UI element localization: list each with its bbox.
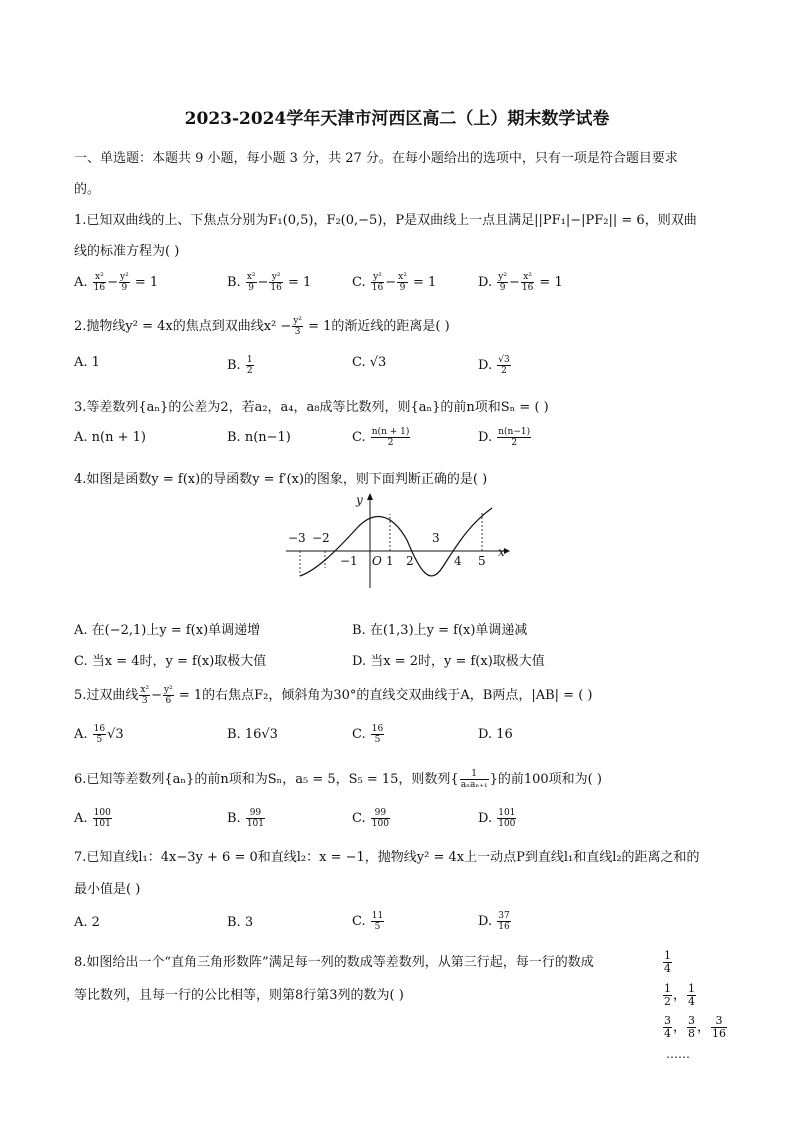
page-title: 2023-2024学年天津市河西区高二（上）期末数学试卷 [184, 109, 610, 129]
q1-option-c[interactable]: C. $\frac{\text{y²}}{16}$ − $\frac{\text{x²}}{9}$ = 1 [352, 272, 437, 293]
q7-option-c[interactable]: C. $\frac{11}{5}$ [352, 911, 384, 932]
q2-stem: 2.抛物线y² = 4x的焦点到双曲线x² − $\frac{\text{y²}}{3}$ = 1的渐近线的距离是( ) [74, 316, 450, 337]
q7-option-a[interactable]: A. 2 [74, 915, 100, 930]
derivative-graph [282, 490, 512, 590]
graph-tick-label: 5 [478, 554, 486, 568]
q1-stem-line1: 1.已知双曲线的上、下焦点分别为F₁(0,5)，F₂(0,−5)，P是双曲线上一点且满足||PF₁|−|PF₂|| = 6，则双曲 [74, 213, 697, 228]
q3-option-b[interactable]: B. n(n−1) [227, 430, 291, 445]
q3-option-c[interactable]: C. $\frac{n(n + 1)}{2}$ [352, 427, 410, 448]
q3-stem: 3.等差数列{aₙ}的公差为2，若a₂，a₄，a₈成等比数列，则{aₙ}的前n项和Sₙ = ( ) [74, 400, 549, 415]
section-heading-line1: 一、单选题：本题共 9 小题，每小题 3 分，共 27 分。在每小题给出的选项中，只有一项是符合题目要求 [74, 151, 678, 166]
q1-option-d[interactable]: D. $\frac{\text{y²}}{9}$ − $\frac{\text{x²}}{16}$ = 1 [478, 272, 563, 293]
graph-tick-label: 2 [406, 554, 414, 568]
q4-option-c[interactable]: C. 当x = 4时，y = f(x)取极大值 [74, 654, 267, 669]
graph-tick-label: y [356, 493, 363, 507]
q1-option-b[interactable]: B. $\frac{\text{x²}}{9}$ − $\frac{\text{y²}}{16}$ = 1 [227, 272, 312, 293]
q3-option-a[interactable]: A. n(n + 1) [74, 430, 146, 445]
graph-tick-label: −3 [288, 531, 306, 545]
q5-option-c[interactable]: C. $\frac{16}{5}$ [352, 724, 384, 745]
q6-option-a[interactable]: A. $\frac{100}{101}$ [74, 808, 111, 829]
triangle-array-row2: $\frac{1}{2}$ ， $\frac{1}{4}$ [664, 982, 696, 1008]
q7-stem-line2: 最小值是( ) [74, 882, 141, 897]
q4-option-b[interactable]: B. 在(1,3)上y = f(x)单调递减 [352, 623, 528, 638]
q5-option-d[interactable]: D. 16 [478, 727, 513, 742]
graph-tick-label: −2 [312, 531, 330, 545]
q2-option-a[interactable]: A. 1 [74, 355, 100, 370]
section-heading-line2: 的。 [74, 182, 101, 197]
q4-option-d[interactable]: D. 当x = 2时，y = f(x)取极大值 [352, 654, 545, 669]
q8-stem-line2: 等比数列，且每一行的公比相等，则第8行第3列的数为( ) [74, 988, 404, 1003]
triangle-array-row1: $\frac{1}{4}$ [664, 949, 671, 975]
graph-tick-label: −1 [340, 554, 358, 568]
triangle-array-row3: $\frac{3}{4}$ ， $\frac{3}{8}$ ， $\frac{3}{16}$ [664, 1014, 727, 1040]
graph-tick-label: O [372, 554, 382, 568]
q2-option-d[interactable]: D. $\frac{√3}{2}$ [478, 355, 510, 376]
q4-option-a[interactable]: A. 在(−2,1)上y = f(x)单调递增 [74, 623, 261, 638]
q1-stem-line2: 线的标准方程为( ) [74, 244, 180, 259]
q1-option-a[interactable]: A. $\frac{\text{x²}}{16}$ − $\frac{\text{y²}}{9}$ = 1 [74, 272, 159, 293]
graph-tick-label: 4 [454, 554, 462, 568]
q7-stem-line1: 7.已知直线l₁：4x−3y + 6 = 0和直线l₂：x = −1，抛物线y² = 4x上一动点P到直线l₁和直线l₂的距离之和的 [74, 850, 700, 865]
q6-option-b[interactable]: B. $\frac{99}{101}$ [227, 808, 265, 829]
q8-stem-line1: 8.如图给出一个“直角三角形数阵”满足每一列的数成等差数列，从第三行起，每一行的数成 [74, 955, 594, 970]
q2-option-b[interactable]: B. $\frac{1}{2}$ [227, 355, 253, 376]
triangle-array-ellipsis: …… [666, 1047, 690, 1061]
q7-option-d[interactable]: D. $\frac{37}{16}$ [478, 911, 510, 932]
q3-option-d[interactable]: D. $\frac{n(n-1)}{2}$ [478, 427, 531, 448]
graph-tick-label: 1 [386, 554, 394, 568]
graph-tick-label: 3 [432, 531, 440, 545]
graph-tick-label: x [498, 545, 505, 559]
q5-option-a[interactable]: A. $\frac{16}{5}$ √3 [74, 724, 124, 745]
q6-option-c[interactable]: C. $\frac{99}{100}$ [352, 808, 389, 829]
q5-stem: 5.过双曲线 $\frac{\text{x²}}{3}$ − $\frac{\text{y²}}{6}$ = 1的右焦点F₂，倾斜角为30°的直线交双曲线于A，B两点，|AB| = ( ) [74, 685, 593, 706]
q2-option-c[interactable]: C. √3 [352, 355, 387, 370]
q6-option-d[interactable]: D. $\frac{101}{100}$ [478, 808, 516, 829]
q6-stem: 6.已知等差数列{aₙ}的前n项和为Sₙ，a₅ = 5，S₅ = 15，则数列{ $\frac{1}{\text{aₙaₙ₊₁}}$ }的前100项和为( ) [74, 769, 602, 790]
q5-option-b[interactable]: B. 16√3 [227, 727, 278, 742]
q7-option-b[interactable]: B. 3 [227, 915, 254, 930]
q4-stem: 4.如图是函数y = f(x)的导函数y = f′(x)的图象，则下面判断正确的是( ) [74, 472, 488, 487]
